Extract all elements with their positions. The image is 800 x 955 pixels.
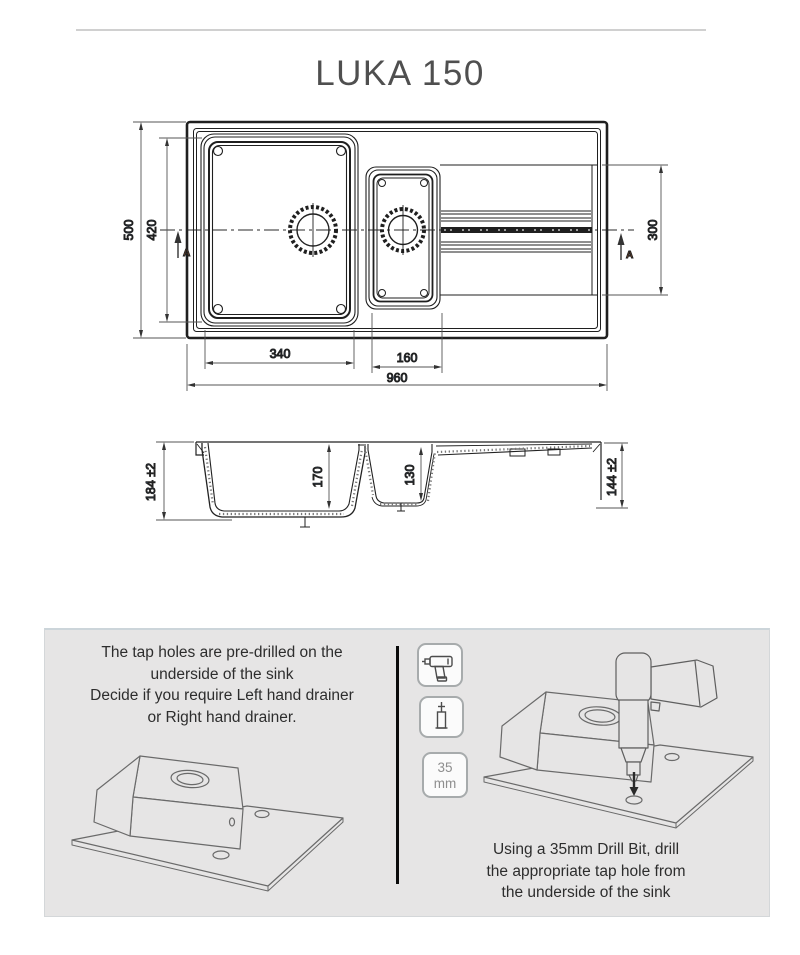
caption-line: the appropriate tap hole from bbox=[486, 862, 686, 880]
dim-overall-width: 960 bbox=[386, 371, 408, 385]
size-badge-value: 35 bbox=[437, 760, 453, 775]
tap-hole-recess-1 bbox=[510, 449, 525, 456]
caption-line: the underside of the sink bbox=[501, 884, 671, 901]
dim-main-bowl-depth: 420 bbox=[145, 219, 159, 241]
half-bowl bbox=[366, 167, 440, 309]
section-markers bbox=[175, 231, 625, 260]
tap-hole-recess-2 bbox=[548, 449, 560, 455]
section-hatching bbox=[205, 446, 590, 514]
main-drain-hole bbox=[290, 207, 336, 253]
section-label-left: A bbox=[183, 248, 191, 259]
drill-icon bbox=[417, 643, 463, 687]
main-bowl bbox=[201, 134, 358, 326]
instruction-line: Decide if you require Left hand drainer bbox=[90, 687, 354, 704]
drill-bit-icon bbox=[419, 696, 464, 738]
dim-right-height: 144 ±2 bbox=[605, 457, 619, 497]
page-title: LUKA 150 bbox=[315, 54, 485, 93]
section-arrow-left bbox=[175, 231, 182, 243]
size-badge-unit: mm bbox=[433, 776, 457, 791]
instruction-line: The tap holes are pre-drilled on the bbox=[101, 644, 343, 661]
sink-outline bbox=[187, 122, 607, 338]
section-view-drawing bbox=[144, 442, 628, 527]
panel-divider-line bbox=[396, 646, 399, 884]
right-instruction-text bbox=[414, 839, 758, 904]
instruction-line: or Right hand drainer. bbox=[147, 708, 297, 726]
top-view-drawing bbox=[122, 122, 668, 391]
sink-rim-1 bbox=[194, 129, 601, 332]
section-dimensions bbox=[156, 442, 628, 520]
top-divider-line bbox=[76, 29, 706, 31]
dim-half-bowl-inner-depth: 130 bbox=[403, 464, 417, 486]
top-view-dimensions bbox=[133, 122, 668, 391]
size-badge bbox=[422, 752, 468, 798]
left-instruction-text bbox=[48, 642, 396, 728]
section-label-right: A bbox=[626, 250, 634, 261]
dim-main-bowl-inner-depth: 170 bbox=[311, 466, 325, 488]
instruction-line: underside of the sink bbox=[150, 665, 294, 683]
dim-drainer-depth: 300 bbox=[646, 219, 660, 241]
dim-overall-depth: 500 bbox=[122, 219, 136, 241]
section-arrow-right bbox=[618, 233, 625, 245]
dim-left-height: 184 ±2 bbox=[144, 462, 158, 502]
drainer-grooves bbox=[440, 165, 597, 295]
caption-line: Using a 35mm Drill Bit, drill bbox=[492, 841, 680, 858]
dim-half-bowl-width: 160 bbox=[396, 351, 418, 365]
sink-rim-2 bbox=[197, 132, 598, 329]
half-bowl-drain-hole bbox=[382, 209, 424, 251]
dim-main-bowl-width: 340 bbox=[269, 347, 291, 361]
